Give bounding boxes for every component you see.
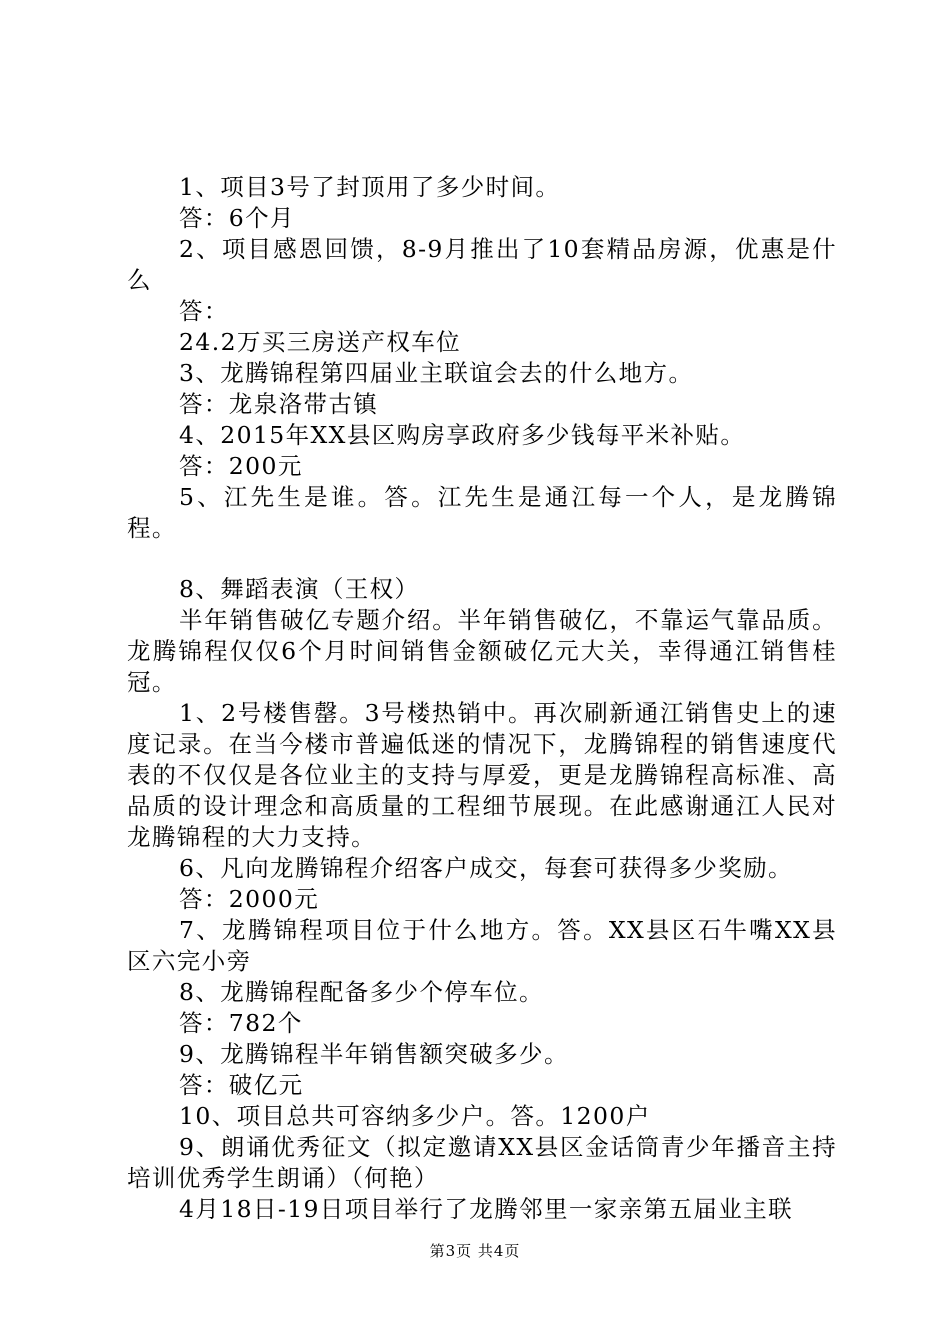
sales-record-paragraph: 1、2号楼售罄。3号楼热销中。再次刷新通江销售史上的速度记录。在当今楼市普遍低迷的情况下，龙腾锦程的销售速度代表的不仅仅是各位业主的支持与厚爱，更是龙腾锦程高标准、高品质的设计理念和高质量的工程细节展现。在此感谢通江人民对龙腾锦程的大力支持。 xyxy=(127,699,837,851)
program-item-recitation: 9、朗诵优秀征文（拟定邀请XX县区金话筒青少年播音主持培训优秀学生朗诵）（何艳） xyxy=(127,1133,837,1192)
question-4: 4、2015年XX县区购房享政府多少钱每平米补贴。 xyxy=(179,421,746,449)
answer-1: 答：6个月 xyxy=(179,204,295,232)
question-8: 8、龙腾锦程配备多少个停车位。 xyxy=(179,978,544,1006)
sales-intro-paragraph: 半年销售破亿专题介绍。半年销售破亿，不靠运气靠品质。龙腾锦程仅仅6个月时间销售金额破亿元大关，幸得通江销售桂冠。 xyxy=(127,606,837,696)
document-body xyxy=(127,172,837,1225)
answer-8: 答：782个 xyxy=(179,1009,303,1037)
event-paragraph: 4月18日-19日项目举行了龙腾邻里一家亲第五届业主联 xyxy=(179,1195,793,1223)
page-footer: 第3页 共4页 xyxy=(429,1242,521,1260)
answer-6: 答：2000元 xyxy=(179,885,320,913)
question-1: 1、项目3号了封顶用了多少时间。 xyxy=(179,173,561,201)
answer-4: 答：200元 xyxy=(179,452,303,480)
question-6: 6、凡向龙腾锦程介绍客户成交，每套可获得多少奖励。 xyxy=(179,854,793,882)
question-9: 9、龙腾锦程半年销售额突破多少。 xyxy=(179,1040,569,1068)
question-10: 10、项目总共可容纳多少户。答。1200户 xyxy=(179,1102,651,1130)
question-7: 7、龙腾锦程项目位于什么地方。答。XX县区石牛嘴XX县区六完小旁 xyxy=(127,916,837,975)
answer-2: 24.2万买三房送产权车位 xyxy=(179,328,462,356)
question-5: 5、江先生是谁。答。江先生是通江每一个人，是龙腾锦程。 xyxy=(127,483,837,542)
paragraph-gap xyxy=(127,544,837,574)
answer-3: 答：龙泉洛带古镇 xyxy=(179,390,379,418)
program-item-dance: 8、舞蹈表演（王权） xyxy=(179,575,420,603)
answer-9: 答：破亿元 xyxy=(179,1071,304,1099)
question-3: 3、龙腾锦程第四届业主联谊会去的什么地方。 xyxy=(179,359,694,387)
answer-2-label: 答： xyxy=(179,297,229,325)
question-2: 2、项目感恩回馈，8-9月推出了10套精品房源，优惠是什么 xyxy=(127,235,837,294)
